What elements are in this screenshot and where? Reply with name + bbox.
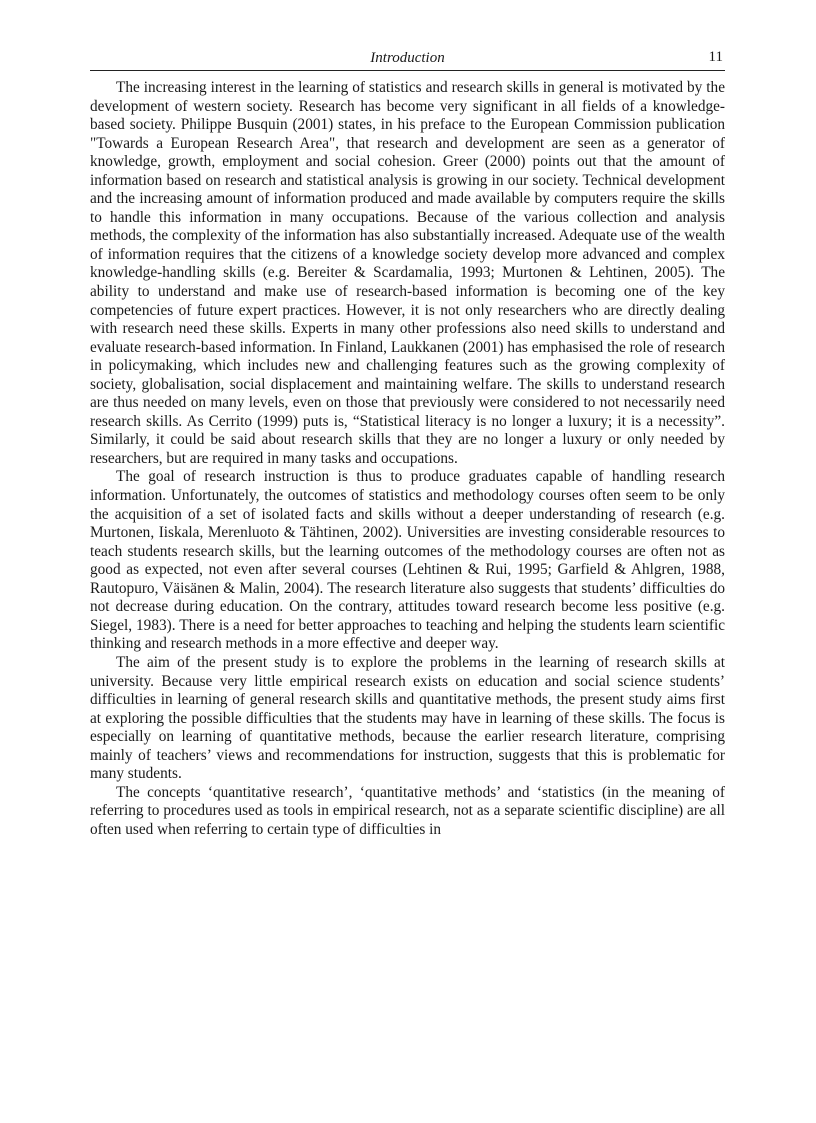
body-text <box>90 79 725 839</box>
paragraph: The goal of research instruction is thus to produce graduates capable of handling research information. Unfortunately, the outcomes of statistics and methodology courses often seem to be only the acquisition of a set of isolated facts and skills without a deeper understanding of research (e.g. Murtonen, Iiskala, Merenluoto & Tähtinen, 2002). Universities are investing considerable resources to teach students research skills, but the learning outcomes of the methodology courses are often not as good as expected, not even after several courses (Lehtinen & Rui, 1995; Garfield & Ahlgren, 1988, Rautopuro, Väisänen & Malin, 2004). The research literature also suggests that students’ difficulties do not decrease during education. On the contrary, attitudes toward research become less positive (e.g. Siegel, 1983). There is a need for better approaches to teaching and helping the students learn scientific thinking and research methods in a more effective and deeper way. <box>90 468 725 653</box>
paragraph: The increasing interest in the learning of statistics and research skills in general is motivated by the development of western society. Research has become very significant in all fields of a knowledge-based society. Philippe Busquin (2001) states, in his preface to the European Commission publication "Towards a European Research Area", that research and development are seen as a generator of knowledge, growth, employment and social cohesion. Greer (2000) points out that the amount of information based on research and statistical analysis is growing in our society. Technical development and the increasing amount of information produced and made available by computers require the skills to handle this information in many occupations. Because of the various collection and analysis methods, the complexity of the information has also substantially increased. Adequate use of the wealth of information requires that the citizens of a knowledge society develop more advanced and complex knowledge-handling skills (e.g. Bereiter & Scardamalia, 1993; Murtonen & Lehtinen, 2005). The ability to understand and make use of research-based information is becoming one of the key competencies of future expert practices. However, it is not only researchers who are directly dealing with research need these skills. Experts in many other professions also need skills to understand and evaluate research-based information. In Finland, Laukkanen (2001) has emphasised the role of research in policymaking, which includes new and challenging features such as the growing complexity of society, globalisation, social displacement and maintaining welfare. The skills to understand research are thus needed on many levels, even on those that previously were considered to not necessarily need research skills. As Cerrito (1999) puts is, “Statistical literacy is no longer a luxury; it is a necessity”. Similarly, it could be said about research skills that they are no longer a luxury or only needed by researchers, but are required in many tasks and occupations. <box>90 79 725 467</box>
paragraph: The aim of the present study is to explore the problems in the learning of research skills at university. Because very little empirical research exists on education and social science students’ difficulties in learning of general research skills and quantitative methods, the present study aims first at exploring the possible difficulties that the students may have in learning of these skills. The focus is especially on learning of quantitative methods, because the earlier research literature, comprising mainly of teachers’ views and recommendations for instruction, suggests that this is problematic for many students. <box>90 653 725 783</box>
running-title: Introduction <box>370 50 445 66</box>
page-number: 11 <box>708 49 723 65</box>
page-header <box>90 48 725 71</box>
paragraph: The concepts ‘quantitative research’, ‘quantitative methods’ and ‘statistics (in the meaning of referring to procedures used as tools in empirical research, not as a separate scientific discipline) are all often used when referring to certain type of difficulties in <box>90 783 725 838</box>
